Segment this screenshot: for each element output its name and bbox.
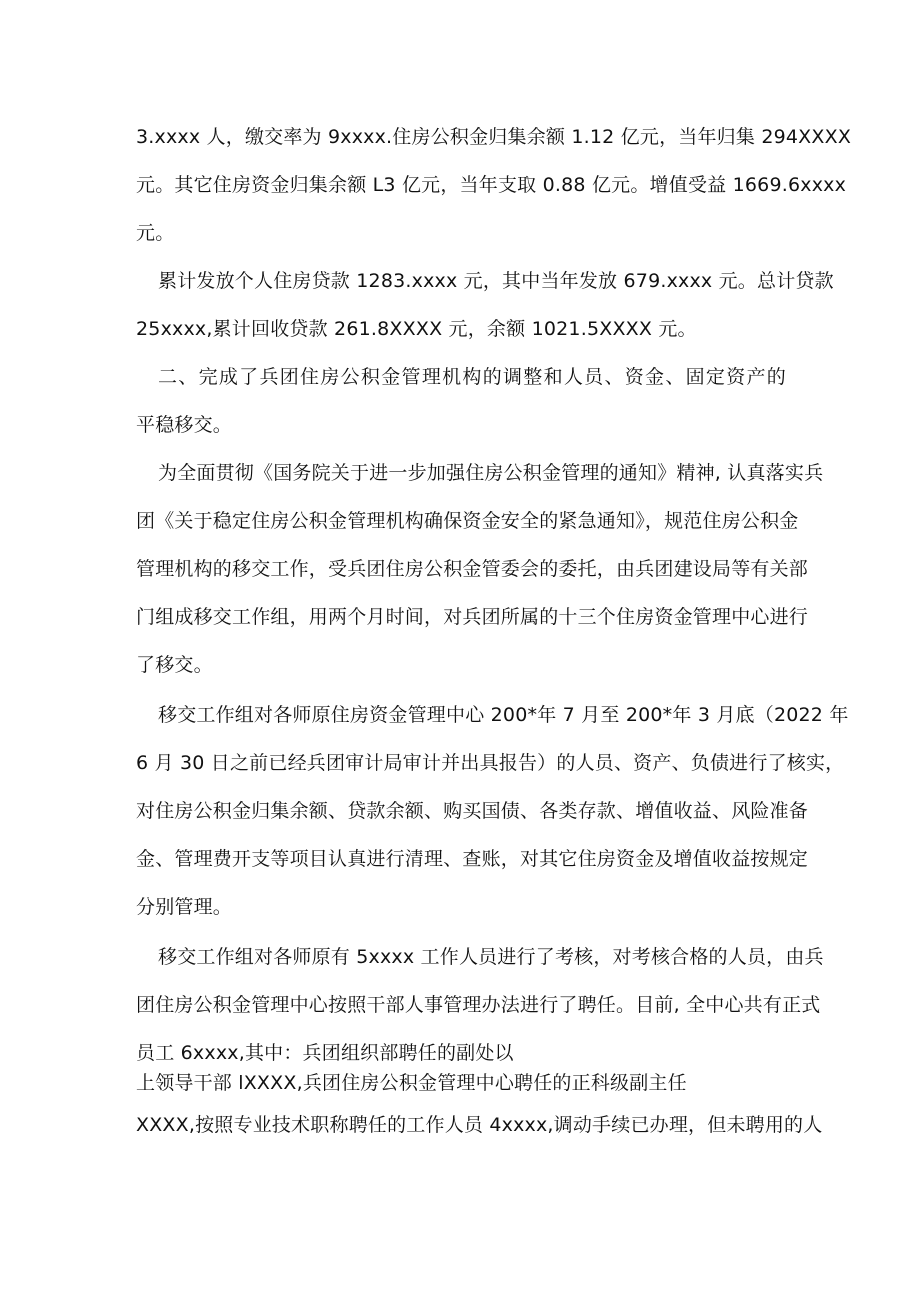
text-line: 金、管理费开支等项目认真进行清理、查账，对其它住房资金及增值收益按规定 bbox=[136, 848, 809, 870]
text-line: 管理机构的移交工作，受兵团住房公积金管委会的委托，由兵团建设局等有关部 bbox=[136, 558, 809, 580]
text-line: 分别管理。 bbox=[136, 896, 233, 918]
section-heading-line: 二、完成了兵团住房公积金管理机构的调整和人员、资金、固定资产的 bbox=[158, 366, 786, 388]
text-line: 上领导干部 lXXXX,兵团住房公积金管理中心聘任的正科级副主任 bbox=[136, 1072, 687, 1094]
text-line: 对住房公积金归集余额、贷款余额、购买国债、各类存款、增值收益、风险准备 bbox=[136, 800, 809, 822]
text-line: 25xxxx,累计回收贷款 261.8XXXX 元，余额 1021.5XXXX 元。 bbox=[136, 318, 697, 340]
text-line: 门组成移交工作组，用两个月时间，对兵团所属的十三个住房资金管理中心进行 bbox=[136, 606, 809, 628]
text-line: XXXX,按照专业技术职称聘任的工作人员 4xxxx,调动手续已办理，但未聘用的人 bbox=[136, 1114, 823, 1136]
text-line: 元。 bbox=[136, 222, 175, 244]
text-line: 6 月 30 日之前已经兵团审计局审计并出具报告）的人员、资产、负债进行了核实， bbox=[136, 752, 845, 774]
text-line: 3.xxxx 人，缴交率为 9xxxx.住房公积金归集余额 1.12 亿元，当年归集 294XXXX bbox=[136, 126, 852, 148]
text-line: 移交工作组对各师原住房资金管理中心 200*年 7 月至 200*年 3 月底（2022 年 bbox=[158, 704, 849, 726]
text-line: 了移交。 bbox=[136, 654, 213, 676]
text-line: 为全面贯彻《国务院关于进一步加强住房公积金管理的通知》精神, 认真落实兵 bbox=[158, 462, 824, 484]
text-line: 累计发放个人住房贷款 1283.xxxx 元，其中当年发放 679.xxxx 元。总计贷款 bbox=[158, 270, 834, 292]
text-line: 元。其它住房资金归集余额 L3 亿元，当年支取 0.88 亿元。增值受益 1669.6xxxx bbox=[136, 174, 847, 196]
section-heading-line: 平稳移交。 bbox=[136, 414, 233, 436]
text-line: 移交工作组对各师原有 5xxxx 工作人员进行了考核，对考核合格的人员，由兵 bbox=[158, 946, 824, 968]
text-line: 团《关于稳定住房公积金管理机构确保资金安全的紧急通知》，规范住房公积金 bbox=[136, 510, 799, 532]
text-line: 员工 6xxxx,其中：兵团组织部聘任的副处以 bbox=[136, 1042, 514, 1064]
text-line: 团住房公积金管理中心按照干部人事管理办法进行了聘任。目前, 全中心共有正式 bbox=[136, 994, 821, 1016]
